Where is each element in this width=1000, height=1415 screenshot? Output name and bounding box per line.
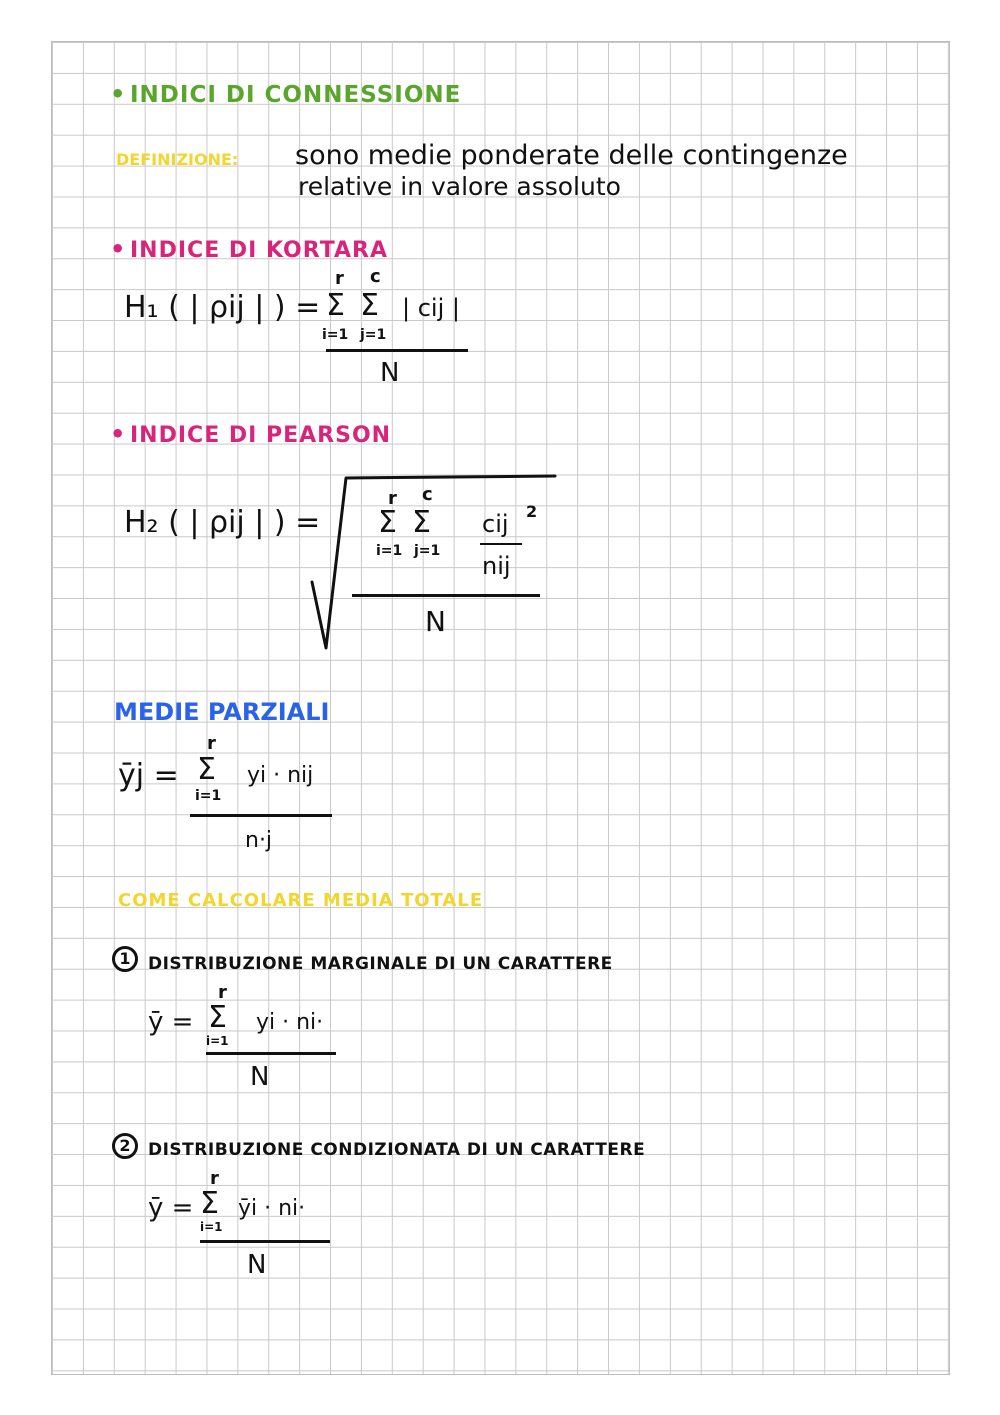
h2-fraction-bar [352,594,540,597]
h1-sum2-top: c [370,266,381,287]
h1-denominator: N [380,358,400,388]
marginale-fraction-bar [206,1052,336,1055]
h2-frac-numerator: cij [482,510,509,538]
h2-sum1-bottom: i=1 [376,543,403,559]
step1-circle-icon [112,946,138,972]
marginale-sum-top: r [218,982,227,1003]
step1-number: 1 [119,949,131,968]
condizionata-denominator: N [247,1250,267,1280]
medie-parziali-sum-bottom: i=1 [195,788,222,804]
media-totale-title: COME CALCOLARE MEDIA TOTALE [118,890,484,911]
marginale-lhs: ȳ = [148,1007,194,1037]
marginale-term: yi · ni· [256,1010,324,1035]
h1-term: | cij | [402,294,460,322]
condizionata-fraction-bar [200,1240,330,1243]
medie-parziali-fraction-bar [190,814,332,817]
marginale-denominator: N [250,1062,270,1092]
medie-parziali-title: MEDIE PARZIALI [114,698,330,726]
h2-sum1-top: r [388,488,397,509]
marginale-sigma: Σ [208,1000,227,1035]
medie-parziali-term: yi · nij [247,763,314,788]
connessione-title: INDICI DI CONNESSIONE [130,82,462,108]
h1-lhs: H₁ ( | ρij | ) = [124,290,321,325]
h2-lhs: H₂ ( | ρij | ) = [124,505,321,540]
h1-fraction-bar [326,349,468,352]
condizionata-sum-top: r [210,1168,219,1189]
pearson-title: INDICE DI PEARSON [130,423,392,448]
marginale-sum-bottom: i=1 [206,1034,229,1048]
definizione-line2: relative in valore assoluto [298,172,621,201]
h2-sum2-bottom: j=1 [414,543,441,559]
condizionata-sigma: Σ [200,1186,219,1221]
h2-sum2-sigma: Σ [412,505,431,540]
kortara-title: INDICE DI KORTARA [130,238,388,263]
bullet-magenta-2: • [110,420,127,448]
h1-sum1-sigma: Σ [326,288,345,323]
step2-number: 2 [119,1136,131,1155]
h1-sum1-bottom: i=1 [322,327,349,343]
h1-sum2-bottom: j=1 [360,327,387,343]
definizione-line1: sono medie ponderate delle contingenze [295,140,848,171]
bullet-green: • [110,80,127,108]
definizione-label: DEFINIZIONE: [116,150,239,169]
h1-sum1-top: r [335,268,344,289]
h2-sum2-top: c [422,484,433,505]
h2-sum1-sigma: Σ [378,505,397,540]
h2-exponent: 2 [526,502,538,521]
h2-denominator: N [425,605,446,638]
medie-parziali-sigma: Σ [197,752,216,787]
h2-inner-fraction-bar [480,543,522,545]
step2-circle-icon [112,1133,138,1159]
medie-parziali-lhs: ȳj = [118,758,179,793]
bullet-magenta-1: • [110,235,127,263]
h2-frac-denominator: nij [482,552,511,580]
condizionata-sum-bottom: i=1 [200,1220,223,1234]
medie-parziali-denominator: n·j [245,828,273,853]
condizionata-lhs: ȳ = [148,1193,194,1223]
step2-title: DISTRIBUZIONE CONDIZIONATA DI UN CARATTERE [148,1140,646,1160]
medie-parziali-sum-top: r [207,733,216,754]
step1-title: DISTRIBUZIONE MARGINALE DI UN CARATTERE [148,954,613,974]
condizionata-term: ȳi · ni· [238,1196,306,1221]
h1-sum2-sigma: Σ [360,288,379,323]
